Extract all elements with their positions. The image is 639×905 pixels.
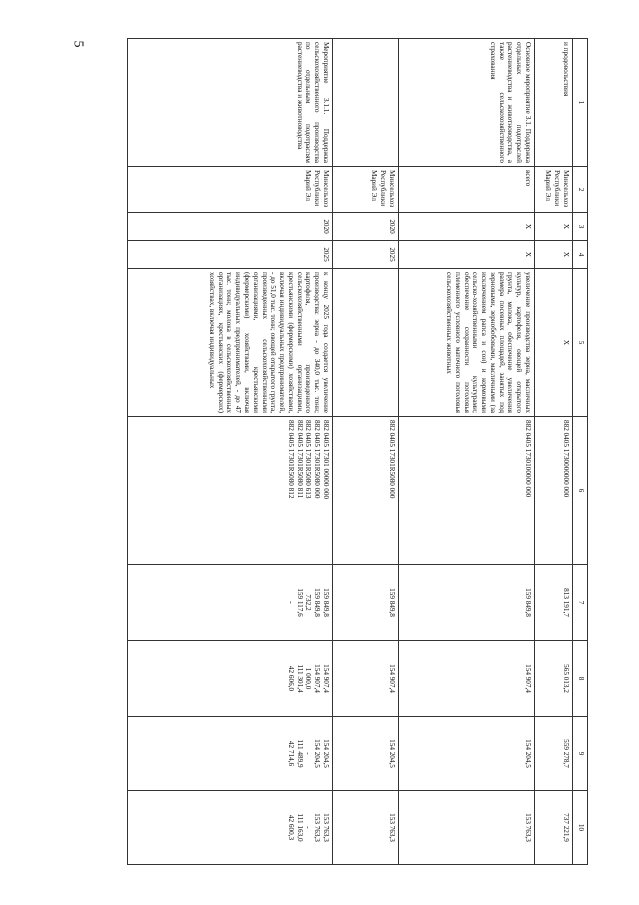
header-cell: 5 [573, 269, 588, 417]
executor-cell: Минсельхоз Республики Марий Эл [333, 167, 399, 213]
rotated-table-container [118, 38, 588, 864]
result-cell: увеличение производства зерна, масличных культур, картофеля, овощей открытого грунта, молока, обеспечение увеличения размера посевных площадей, занятых под зерновыми, зернобобовыми, масличными (за исключением рапса и сои) и кормовыми сельско-хозяйственными культурами; обеспечение сохранности поголовья племенного условного маточного поголовья сельскохозяйственных животных [399, 269, 535, 417]
result-cell: Х [535, 269, 573, 417]
value-2023-cell: 153 763,3 [399, 791, 535, 865]
value-line: 154 204,5 [313, 739, 322, 768]
value-line: 42 600,3 [286, 814, 295, 841]
measure-name-cell: Основное мероприятие 3.1. Поддержка отдельных подотраслей растениеводства и животноводства, а также сельскохозяйственного страхования [399, 39, 535, 167]
value-2022-cell: 154 204,5 [399, 717, 535, 791]
value-2023-cell [128, 791, 333, 865]
start-year-cell: Х [535, 213, 573, 241]
table-row-measure-3-1 [399, 39, 535, 865]
value-line: 153 763,3 [322, 813, 330, 842]
measure-name-cell: Мероприятие 3.1.1. Поддержка сельскохозяйственного производства по отдельным подотраслям растениеводства и животноводства [128, 39, 333, 167]
value-2020-cell [128, 565, 333, 641]
start-year-cell: Х [399, 213, 535, 241]
start-year-cell: 2020 [333, 213, 399, 241]
executor-cell: Минсельхоз Республики Марий Эл [535, 167, 573, 213]
budget-code-cell: 882 0405 17301R5080 000 [333, 417, 399, 565]
budget-table [127, 38, 588, 865]
value-line: 42 714,6 [286, 740, 295, 767]
value-2020-cell: 159 849,8 [399, 565, 535, 641]
value-line: - [304, 826, 313, 829]
header-cell: 6 [573, 417, 588, 565]
value-line: 153 763,3 [313, 813, 322, 842]
end-year-cell: 2025 [128, 241, 333, 269]
budget-code-line: 882 0405 17301R5080 812 [286, 420, 295, 499]
value-2021-cell [128, 641, 333, 717]
empty-cell [333, 39, 399, 167]
header-cell: 10 [573, 791, 588, 865]
start-year-cell: 2020 [128, 213, 333, 241]
end-year-cell: Х [535, 241, 573, 269]
header-cell: 7 [573, 565, 588, 641]
value-2022-cell [128, 717, 333, 791]
header-cell: 4 [573, 241, 588, 269]
budget-code-line: 882 0405 17301R5080 613 [304, 420, 313, 499]
budget-code-cell [128, 417, 333, 565]
header-cell: 1 [573, 39, 588, 167]
value-line: 154 907,4 [322, 664, 330, 693]
value-line: 154 907,4 [313, 664, 322, 693]
value-line: 154 204,5 [322, 739, 330, 768]
value-line: 111 489,9 [295, 739, 304, 768]
end-year-cell: Х [399, 241, 535, 269]
table-row-ministry [333, 39, 399, 865]
value-line: 159 117,6 [295, 588, 304, 617]
value-2023-cell: 737 221,9 [535, 791, 573, 865]
value-line: 159 849,8 [313, 588, 322, 617]
end-year-cell: 2025 [333, 241, 399, 269]
budget-code-line: 882 0405 17301 00000 000 [322, 420, 330, 500]
page-number: 5 [70, 40, 86, 48]
header-cell: 8 [573, 641, 588, 717]
value-2020-cell: 159 849,8 [333, 565, 399, 641]
budget-code-line: 882 0405 17301R5080 000 [313, 420, 322, 499]
value-line: 42 606,0 [286, 665, 295, 692]
table-row-total [535, 39, 573, 865]
value-2021-cell: 154 907,4 [399, 641, 535, 717]
value-line: - [304, 752, 313, 755]
value-line: 159 849,8 [322, 588, 330, 617]
value-line: 111 301,4 [295, 664, 304, 693]
header-row [573, 39, 588, 865]
executor-cell: Минсельхоз Республики Марий Эл [128, 167, 333, 213]
result-cell: к концу 2025 года создается увеличение производства: зерна - до 340,0 тыс. тонн; картофеля, произведенного сельскохозяйственными организациями, крестьянскими (фермерскими) хозяйствами, включая индивидуальных предпринимателей, - до 51,0 тыс. тонн; овощей открытого грунта, произведенных сельскохозяйственными организациями, крестьянскими (фермерскими) хозяйствами, включая индивидуальных предпринимателей, - до 47 тыс. тонн; молока в сельскохозяйственных организациях, крестьянских (фермерских) хозяйствах, включая индивидуальных [128, 269, 333, 417]
executor-cell: всего [399, 167, 535, 213]
value-line: - [286, 601, 295, 604]
value-2021-cell: 154 907,4 [333, 641, 399, 717]
program-name-cell: и продовольствия [535, 39, 573, 167]
value-line: 732,2 [304, 594, 313, 611]
budget-code-cell: 882 0405 1730000000 000 [535, 417, 573, 565]
budget-code-line: 882 0405 17301R5080 811 [295, 420, 304, 499]
value-2021-cell: 565 013,2 [535, 641, 573, 717]
value-2020-cell: 813 191,7 [535, 565, 573, 641]
value-line: 111 163,0 [295, 813, 304, 842]
header-cell: 2 [573, 167, 588, 213]
value-2022-cell: 559 278,7 [535, 717, 573, 791]
header-cell: 9 [573, 717, 588, 791]
value-2023-cell: 153 763,3 [333, 791, 399, 865]
value-line: 1 000,0 [304, 667, 313, 690]
header-cell: 3 [573, 213, 588, 241]
empty-cell [333, 269, 399, 417]
table-row-measure-3-1-1 [128, 39, 333, 865]
budget-code-cell: 882 0405 1730100000 000 [399, 417, 535, 565]
value-2022-cell: 154 204,5 [333, 717, 399, 791]
